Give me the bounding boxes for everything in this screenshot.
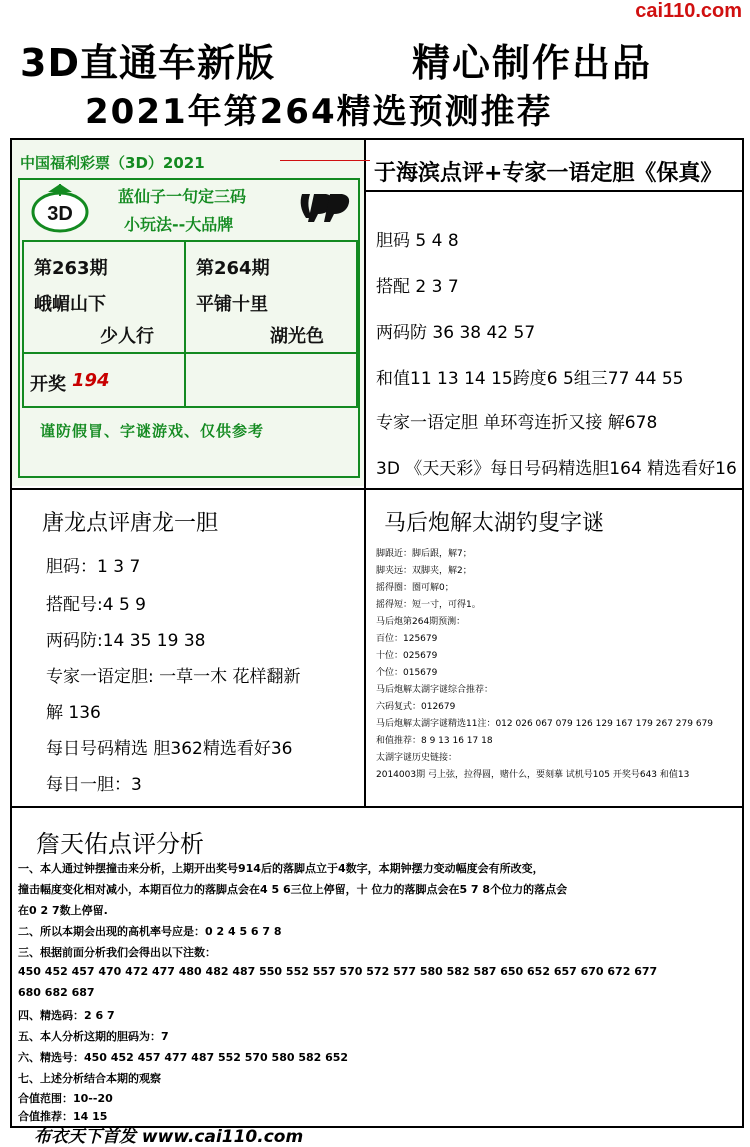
- list-item: 个位：015679: [376, 668, 438, 678]
- card-header: 中国福利彩票（3D）2021: [20, 154, 205, 172]
- list-item: 每日一胆：3: [46, 775, 142, 795]
- prev-riddle-line-1: 峨嵋山下: [34, 294, 106, 315]
- list-item: 脚夹远：双脚夹，解2；: [376, 566, 472, 576]
- divider: [10, 806, 744, 808]
- draw-label: 开奖: [30, 374, 66, 395]
- draw-number: 194: [72, 370, 110, 391]
- list-item: 马后炮第264期预测：: [376, 617, 466, 627]
- list-item: 二、所以本期会出现的高机率号应是：0 2 4 5 6 7 8: [18, 925, 282, 938]
- list-item: 每日号码精选 胆362精选看好36: [46, 739, 293, 759]
- list-item: 太湖字谜历史链接：: [376, 753, 458, 763]
- brand-logo-icon: [296, 186, 354, 226]
- list-item: 撞击幅度变化相对减小，本期百位力的落脚点会在4 5 6三位上停留，十 位力的落脚点会在5 7 8个位力的落点会: [18, 883, 568, 896]
- list-item: 摇得短：短一寸，可得1。: [376, 600, 481, 610]
- list-item: 摇得圈：圈可解0；: [376, 583, 454, 593]
- list-item: 450 452 457 470 472 477 480 482 487 550 552 557 570 572 577 580 582 587 650 652 657 670 672 677: [18, 965, 658, 978]
- card-header-rule: [280, 160, 370, 161]
- list-item: 马后炮解太湖字谜精选11注：012 026 067 079 126 129 167 179 267 279 679: [376, 719, 714, 729]
- producer-title: 精心制作出品: [412, 41, 653, 85]
- site-logo[interactable]: cai110.com: [635, 0, 742, 22]
- section-title: 于海滨点评+专家一语定胆《保真》: [374, 161, 723, 186]
- list-item: 3D 《天天彩》每日号码精选胆164 精选看好16: [376, 459, 737, 479]
- list-item: 七、上述分析结合本期的观察: [18, 1072, 161, 1085]
- list-item: 百位：125679: [376, 634, 438, 644]
- section-title: 詹天佑点评分析: [36, 830, 204, 858]
- cur-riddle-line-1: 平铺十里: [196, 294, 268, 315]
- list-item: 搭配 2 3 7: [376, 277, 459, 297]
- issue-title: 2021年第264精选预测推荐: [85, 92, 553, 132]
- divider: [366, 190, 742, 192]
- main-title: 3D直通车新版: [20, 41, 275, 85]
- section-title: 唐龙点评唐龙一胆: [42, 511, 219, 536]
- card-warning: 谨防假冒、字谜游戏、仅供参考: [40, 422, 265, 440]
- list-item: 和值推荐：8 9 13 16 17 18: [376, 736, 493, 746]
- prev-riddle-line-2: 少人行: [100, 326, 154, 347]
- list-item: 专家一语定胆: 一草一木 花样翻新: [46, 667, 301, 687]
- grid-divider: [184, 240, 186, 408]
- list-item: 五、本人分析这期的胆码为：7: [18, 1030, 169, 1043]
- cur-issue: 第264期: [196, 258, 270, 279]
- section-title: 马后炮解太湖钓叟字谜: [384, 511, 605, 536]
- card-tagline: 小玩法--大品牌: [124, 215, 234, 234]
- list-item: 六、精选号：450 452 457 477 487 552 570 580 582 652: [18, 1051, 349, 1064]
- list-item: 两码防 36 38 42 57: [376, 323, 536, 343]
- card-slogan: 蓝仙子一句定三码: [118, 187, 247, 206]
- list-item: 四、精选码：2 6 7: [18, 1009, 115, 1022]
- list-item: 一、本人通过钟摆撞击来分析，上期开出奖号914后的落脚点立于4数字，本期钟摆力变动幅度会有所改变，: [18, 862, 544, 875]
- list-item: 搭配号:4 5 9: [46, 595, 146, 615]
- cur-riddle-line-2: 湖光色: [270, 326, 324, 347]
- grid-divider: [22, 352, 358, 354]
- prev-issue: 第263期: [34, 258, 108, 279]
- list-item: 胆码：1 3 7: [46, 557, 141, 577]
- list-item: 两码防:14 35 19 38: [46, 631, 206, 651]
- list-item: 胆码 5 4 8: [376, 231, 459, 251]
- list-item: 和值11 13 14 15跨度6 5组三77 44 55: [376, 369, 684, 389]
- divider: [364, 138, 366, 808]
- badge-text: 3D: [47, 203, 73, 225]
- list-item: 解 136: [46, 703, 101, 723]
- list-item: 六码复式：012679: [376, 702, 456, 712]
- footer-credit[interactable]: 布衣天下首发 www.cai110.com: [34, 1127, 304, 1147]
- list-item: 三、根据前面分析我们会得出以下注数：: [18, 946, 216, 959]
- list-item: 马后炮解太湖字谜综合推荐：: [376, 685, 494, 695]
- list-item: 680 682 687: [18, 986, 95, 999]
- list-item: 合值范围：10--20: [18, 1092, 113, 1105]
- list-item: 合值推荐：14 15: [18, 1110, 108, 1123]
- list-item: 2014003期 弓上弦，拉得圆，赌什么，要刻摹 试机号105 开奖号643 和值13: [376, 770, 690, 780]
- list-item: 专家一语定胆 单环弯连折又接 解678: [376, 413, 658, 433]
- divider: [10, 488, 744, 490]
- list-item: 十位：025679: [376, 651, 438, 661]
- 3d-badge-icon: [30, 180, 90, 234]
- list-item: 脚跟近：脚后跟，解7；: [376, 549, 472, 559]
- list-item: 在0 2 7数上停留.: [18, 904, 108, 917]
